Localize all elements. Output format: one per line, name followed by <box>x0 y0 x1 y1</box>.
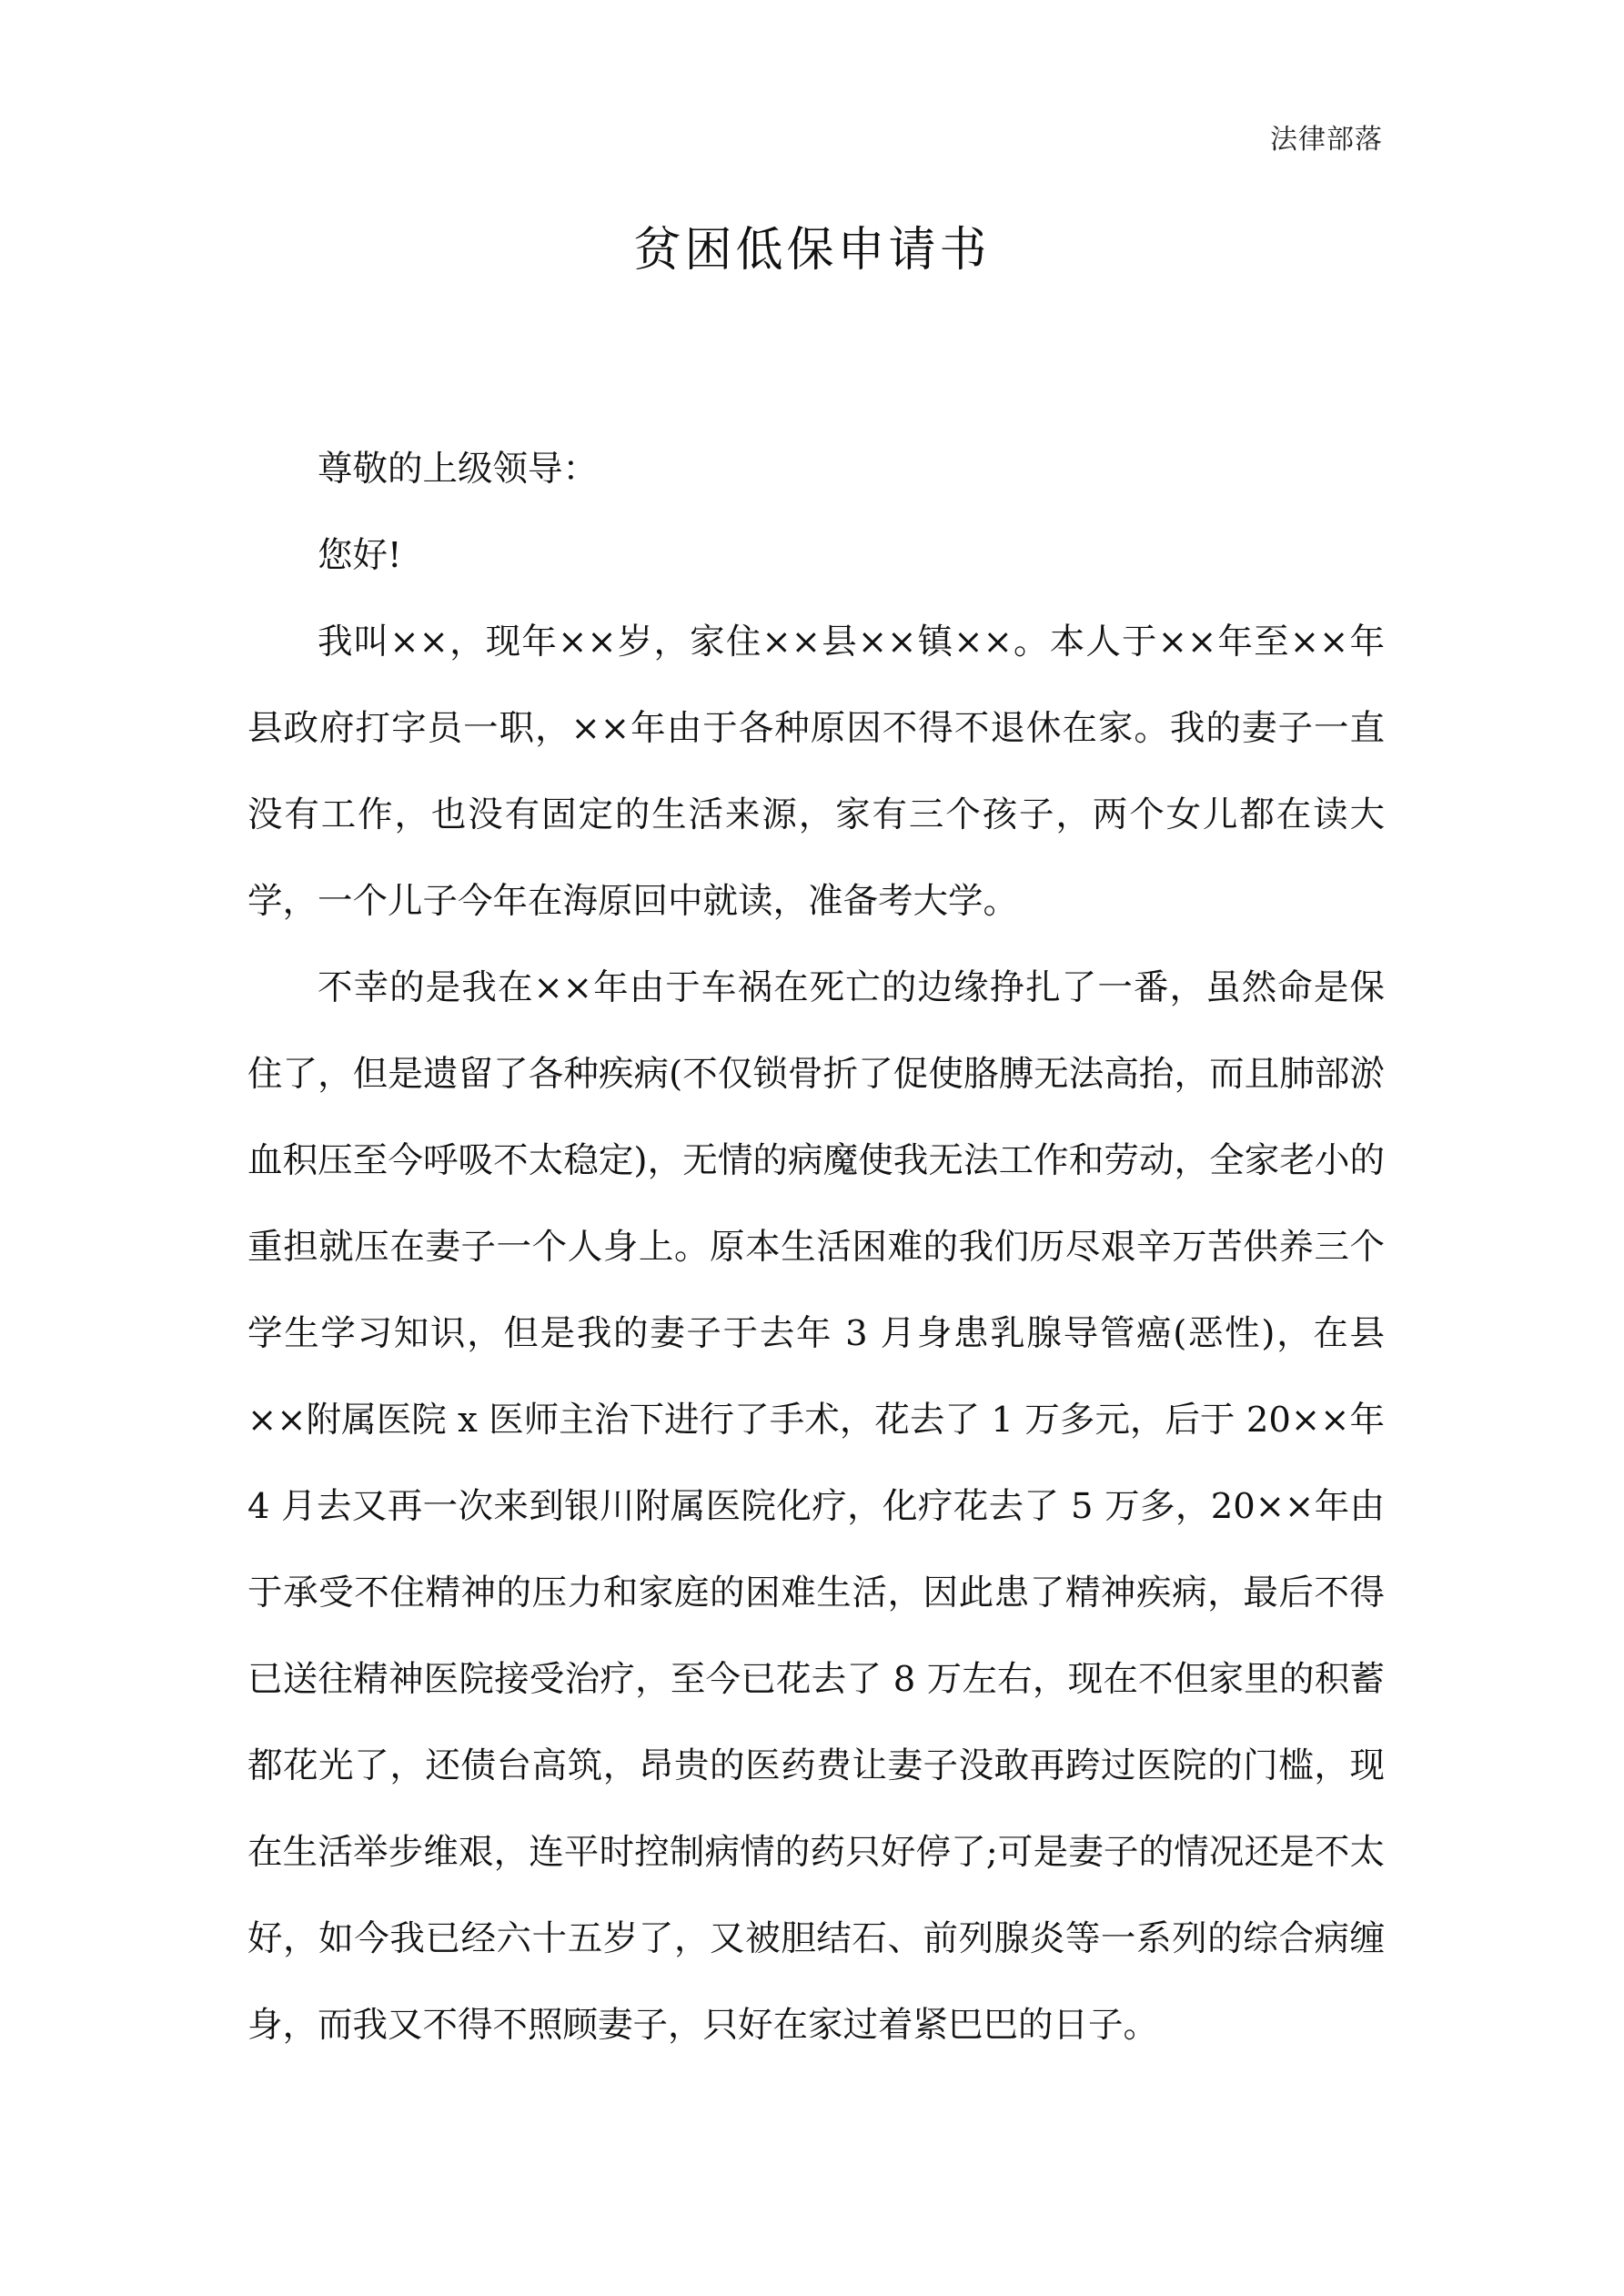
body-paragraph: 不幸的是我在××年由于车祸在死亡的边缘挣扎了一番，虽然命是保住了，但是遗留了各种疾病(不仅锁骨折了促使胳膊无法高抬，而且肺部淤血积压至今呼吸不太稳定)，无情的病魔使我无法工作和劳动，全家老小的重担就压在妻子一个人身上。原本生活困难的我们历尽艰辛万苦供养三个学生学习知识，但是我的妻子于去年 3 月身患乳腺导管癌(恶性)，在县××附属医院 x 医师主治下进行了手术，花去了 1 万多元，后于 20××年 4 月去又再一次来到银川附属医院化疗，化疗花去了 5 万多，20××年由于承受不住精神的压力和家庭的困难生活，因此患了精神疾病，最后不得已送往精神医院接受治疗，至今已花去了 8 万左右，现在不但家里的积蓄都花光了，还债台高筑，昂贵的医药费让妻子没敢再跨过医院的门槛，现在生活举步维艰，连平时控制病情的药只好停了;可是妻子的情况还是不太好，如今我已经六十五岁了，又被胆结石、前列腺炎等一系列的综合病缠身，而我又不得不照顾妻子，只好在家过着紧巴巴的日子。 <box>247 967 1385 2046</box>
body-paragraph: 我叫××，现年××岁，家住××县××镇××。本人于××年至××年县政府打字员一职，××年由于各种原因不得不退休在家。我的妻子一直没有工作，也没有固定的生活来源，家有三个孩子，两个女儿都在读大学，一个儿子今年在海原回中就读，准备考大学。 <box>247 622 1385 922</box>
document-title: 贫困低保申请书 <box>633 223 991 278</box>
salutation: 尊敬的上级领导： <box>318 449 599 490</box>
greeting: 您好! <box>318 535 402 576</box>
header-label: 法律部落 <box>1270 124 1383 156</box>
document-body <box>247 426 1385 2068</box>
